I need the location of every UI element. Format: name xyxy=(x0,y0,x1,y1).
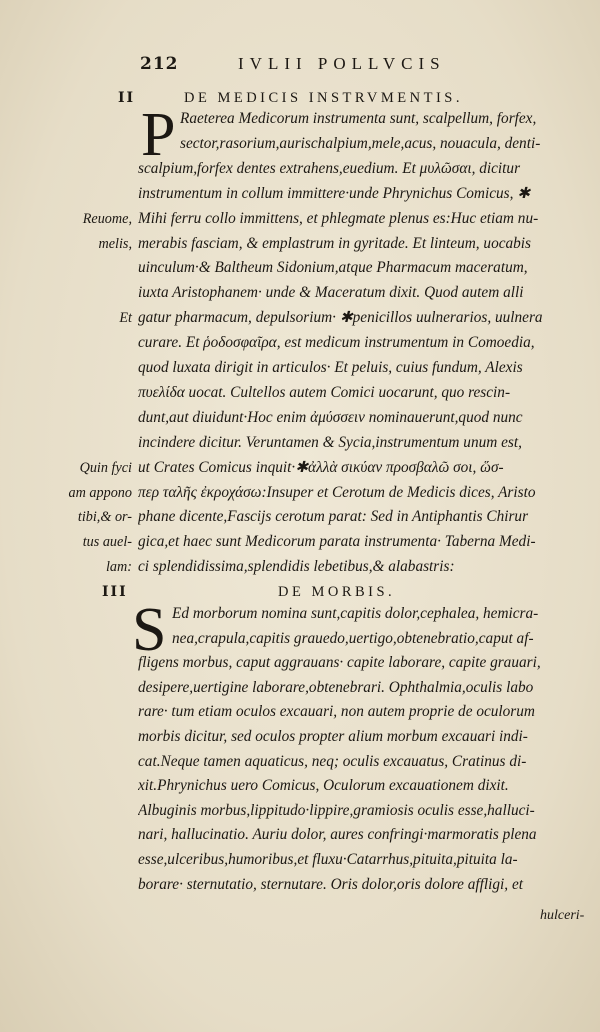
text-line: Ed morborum nomina sunt,capitis dolor,cephalea, hemicra- xyxy=(172,605,539,622)
text-line: gatur pharmacum, depulsorium· ✱penicillos uulnerarios, uulnera xyxy=(138,309,543,327)
text-line: Albuginis morbus,lippitudo·lippire,gramiosis oculis esse,halluci- xyxy=(138,801,535,819)
text-line: quod luxata dirigit in articulos· Et peluis, cuius fundum, Alexis xyxy=(138,359,523,376)
running-title: IVLII POLLVCIS xyxy=(238,54,446,73)
text-line: phane dicente,Fascijs cerotum parat: Sed in Antiphantis Chirur xyxy=(138,508,529,526)
text-line: cat.Neque tamen aquaticus, neq; oculis excauatus, Cratinus di- xyxy=(138,752,527,770)
page-number: 212 xyxy=(140,54,179,74)
text-line: xit.Phrynichus uero Comicus, Oculorum excauationem dixit. xyxy=(138,777,509,795)
section-number-2: II xyxy=(118,90,136,106)
margin-note: tus auel- xyxy=(82,534,132,551)
text-line: merabis fasciam, & emplastrum in gyritade. Et linteum, uocabis xyxy=(138,234,532,252)
text-line: nari, hallucinatio. Auriu dolor, aures confringi·marmoratis plena xyxy=(138,826,537,844)
text-line: borare· sternutatio, sternutare. Oris dolor,oris dolore affligi, et xyxy=(138,875,523,893)
margin-note: am appono xyxy=(68,484,132,501)
text-line: fligens morbus, caput aggrauans· capite laborare, capite grauari, xyxy=(138,654,541,672)
text-line: desipere,uertigine laborare,obtenebrari. Ophthalmia,oculis labo xyxy=(138,678,534,696)
page-header xyxy=(140,54,560,78)
text-line: sector,rasorium,aurischalpium,mele,acus, nouacula, denti- xyxy=(180,134,541,152)
drop-cap-p: P xyxy=(141,101,176,169)
catchword: hulceri- xyxy=(540,908,585,923)
text-line: ci splendidissima,splendidis lebetibus,& alabastris: xyxy=(138,558,455,576)
text-line: iuxta Aristophanem· unde & Maceratum dixit. Quod autem alli xyxy=(138,284,524,302)
margin-note: lam: xyxy=(105,559,132,576)
text-line: esse,ulceribus,humoribus,et fluxu·Catarrhus,pituita,pituita la- xyxy=(138,851,518,868)
margin-note: tibi,& or- xyxy=(77,509,132,526)
text-line: Mihi ferru collo immittens, et phlegmate plenus es:Huc etiam nu- xyxy=(138,209,539,227)
margin-note: Quin fyci xyxy=(79,459,132,476)
section-number-3: III xyxy=(102,584,128,600)
drop-cap-s: S xyxy=(132,596,167,664)
margin-note: Et xyxy=(119,310,132,327)
text-line: gica,et haec sunt Medicorum parata instrumenta· Taberna Medi- xyxy=(138,533,536,551)
margin-note: Reuome, xyxy=(82,210,132,227)
text-line: incindere dicitur. Veruntamen & Sycia,instrumentum unum est, xyxy=(138,433,522,451)
text-line: πυελίδα uocat. Cultellos autem Comici uocarunt, quo rescin- xyxy=(138,383,511,401)
text-line: rare· tum etiam oculos excauari, non autem proprie de oculorum xyxy=(138,703,535,721)
text-line: Raeterea Medicorum instrumenta sunt, scalpellum, forfex, xyxy=(180,110,537,127)
text-line: ut Crates Comicus inquit·✱ἀλλὰ σικύαν προσβαλῶ σοι, ὥσ- xyxy=(138,458,504,476)
text-line: morbis dicitur, sed oculos propter alium morbum excauari indi- xyxy=(138,728,528,745)
text-line: dunt,aut diuidunt·Hoc enim ἀμύσσειν nominauerunt,quod nunc xyxy=(138,408,523,426)
text-line: nea,crapula,capitis grauedo,uertigo,obtenebratio,caput af- xyxy=(172,629,534,647)
margin-note: melis, xyxy=(98,235,132,252)
section-heading-3: DE MORBIS. xyxy=(278,584,396,600)
text-line: instrumentum in collum immittere·unde Phrynichus Comicus, ✱ xyxy=(138,184,531,202)
text-line: scalpium,forfex dentes extrahens,euedium. Et μυλῶσαι, dicitur xyxy=(138,159,521,177)
text-line: περ ταλῆς ἐκροχάσω:Insuper et Cerotum de Medicis dices, Aristo xyxy=(138,483,536,501)
text-line: uinculum·& Baltheum Sidonium,atque Pharmacum maceratum, xyxy=(138,259,528,277)
text-line: curare. Et ῥοδοσφαῖρα, est medicum instrumentum in Comoedia, xyxy=(138,334,535,352)
section-heading-2: DE MEDICIS INSTRVMENTIS. xyxy=(184,90,463,106)
